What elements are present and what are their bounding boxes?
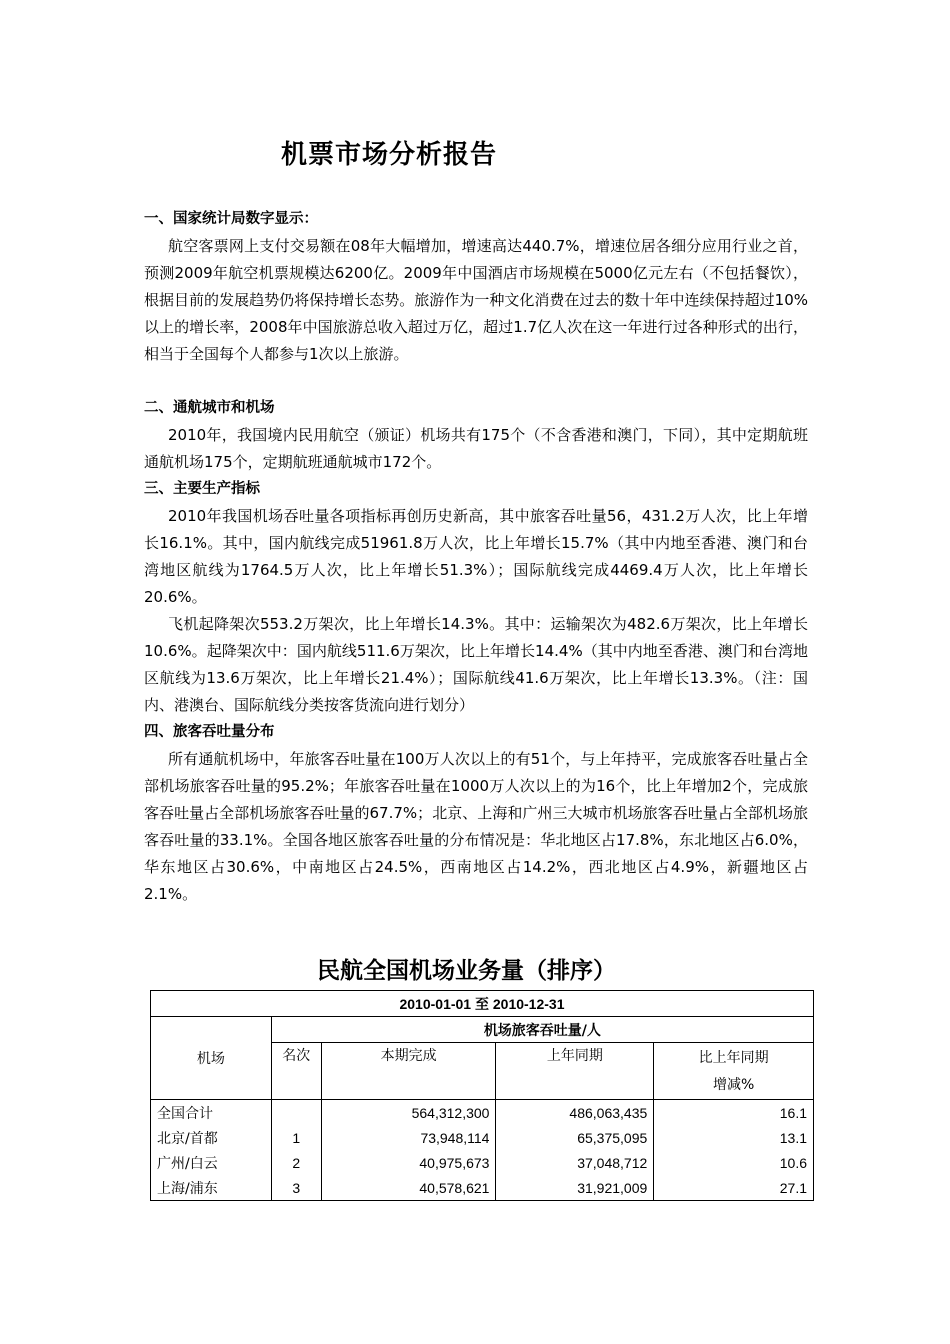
- section-heading: 二、通航城市和机场: [144, 400, 275, 416]
- section-paragraph: 航空客票网上支付交易额在08年大幅增加，增速高达440.7%，增速位居各细分应用行业之首，预测2009年航空机票规模达6200亿。2009年中国酒店市场规模在5000亿元左右（不包括餐饮），根据目前的发展趋势仍将保持增长态势。旅游作为一种文化消费在过去的数十年中连续保持超过10%以上的增长率，2008年中国旅游总收入超过万亿，超过1.7亿人次在这一年进行过各种形式的出行，相当于全国每个人都参与1次以上旅游。: [144, 237, 808, 363]
- col-prev-header: 上年同期: [496, 1043, 654, 1100]
- table-title: 民航全国机场业务量（排序）: [317, 958, 616, 984]
- cell-prev: 31,921,009: [496, 1175, 654, 1201]
- cell-current: 40,975,673: [321, 1150, 496, 1175]
- section-1: [144, 206, 808, 368]
- date-range: 2010-01-01 至 2010-12-31: [151, 991, 814, 1017]
- cell-current: 564,312,300: [321, 1100, 496, 1126]
- table-row: [151, 1100, 814, 1126]
- document-title: 机票市场分析报告: [281, 140, 498, 170]
- col-change-header-line1: 比上年同期: [698, 1050, 769, 1066]
- cell-airport: 北京/首都: [151, 1125, 272, 1150]
- section-paragraph: 所有通航机场中，年旅客吞吐量在100万人次以上的有51个，与上年持平，完成旅客吞吐量占全部机场旅客吞吐量的95.2%；年旅客吞吐量在1000万人次以上的为16个，比上年增加2个，完成旅客吞吐量占全部机场旅客吞吐量的67.7%；北京、上海和广州三大城市机场旅客吞吐量占全部机场旅客吞吐量的33.1%。全国各地区旅客吞吐量的分布情况是：华北地区占17.8%，东北地区占6.0%，华东地区占30.6%，中南地区占24.5%，西南地区占14.2%，西北地区占4.9%，新疆地区占2.1%。: [144, 750, 808, 903]
- col-change-header-line2: 增减%: [712, 1077, 755, 1093]
- cell-rank: 3: [271, 1175, 321, 1201]
- section-4: [144, 719, 808, 908]
- cell-current: 73,948,114: [321, 1125, 496, 1150]
- section-paragraph: 2010年，我国境内民用航空（颁证）机场共有175个（不含香港和澳门，下同），其中定期航班通航机场175个，定期航班通航城市172个。: [144, 426, 808, 471]
- col-airport-header: 机场: [151, 1017, 272, 1100]
- cell-current: 40,578,621: [321, 1175, 496, 1201]
- col-change-header: [654, 1043, 814, 1100]
- section-3: [144, 476, 808, 719]
- cell-airport: 上海/浦东: [151, 1175, 272, 1201]
- cell-change: 13.1: [779, 1129, 807, 1146]
- cell-rank: 1: [271, 1125, 321, 1150]
- group-header: 机场旅客吞吐量/人: [271, 1017, 813, 1043]
- col-current-header: 本期完成: [321, 1043, 496, 1100]
- col-rank-header: 名次: [271, 1043, 321, 1100]
- cell-prev: 37,048,712: [496, 1150, 654, 1175]
- section-heading: 一、国家统计局数字显示：: [144, 211, 318, 227]
- cell-airport: 全国合计: [151, 1100, 272, 1126]
- section-paragraph: 2010年我国机场吞吐量各项指标再创历史新高，其中旅客吞吐量56，431.2万人次，比上年增长16.1%。其中，国内航线完成51961.8万人次，比上年增长15.7%（其中内地至香港、澳门和台湾地区航线为1764.5万人次，比上年增长51.3%）；国际航线完成4469.4万人次，比上年增长20.6%。: [144, 507, 808, 606]
- section-heading: 三、主要生产指标: [144, 481, 260, 497]
- section-heading: 四、旅客吞吐量分布: [144, 724, 275, 740]
- cell-change: 16.1: [654, 1100, 814, 1126]
- cell-change: 10.6: [779, 1154, 807, 1171]
- airport-business-table: [150, 990, 814, 1201]
- table-row: [151, 1125, 814, 1150]
- section-paragraph: 飞机起降架次553.2万架次，比上年增长14.3%。其中：运输架次为482.6万架次，比上年增长10.6%。起降架次中：国内航线511.6万架次，比上年增长14.4%（其中内地至香港、澳门和台湾地区航线为13.6万架次，比上年增长21.4%）；国际航线41.6万架次，比上年增长13.3%。（注：国内、港澳台、国际航线分类按客货流向进行划分）: [144, 615, 808, 714]
- cell-airport: 广州/白云: [151, 1150, 272, 1175]
- cell-prev: 65,375,095: [496, 1125, 654, 1150]
- cell-rank: [271, 1100, 321, 1126]
- table-row: [151, 1150, 814, 1175]
- cell-change: 27.1: [779, 1179, 807, 1196]
- table-row: [151, 1175, 814, 1201]
- document-body: [144, 206, 808, 908]
- date-range-row: [151, 991, 814, 1017]
- cell-rank: 2: [271, 1150, 321, 1175]
- section-2: [144, 395, 808, 476]
- cell-prev: 486,063,435: [496, 1100, 654, 1126]
- group-header-row: [151, 1017, 814, 1043]
